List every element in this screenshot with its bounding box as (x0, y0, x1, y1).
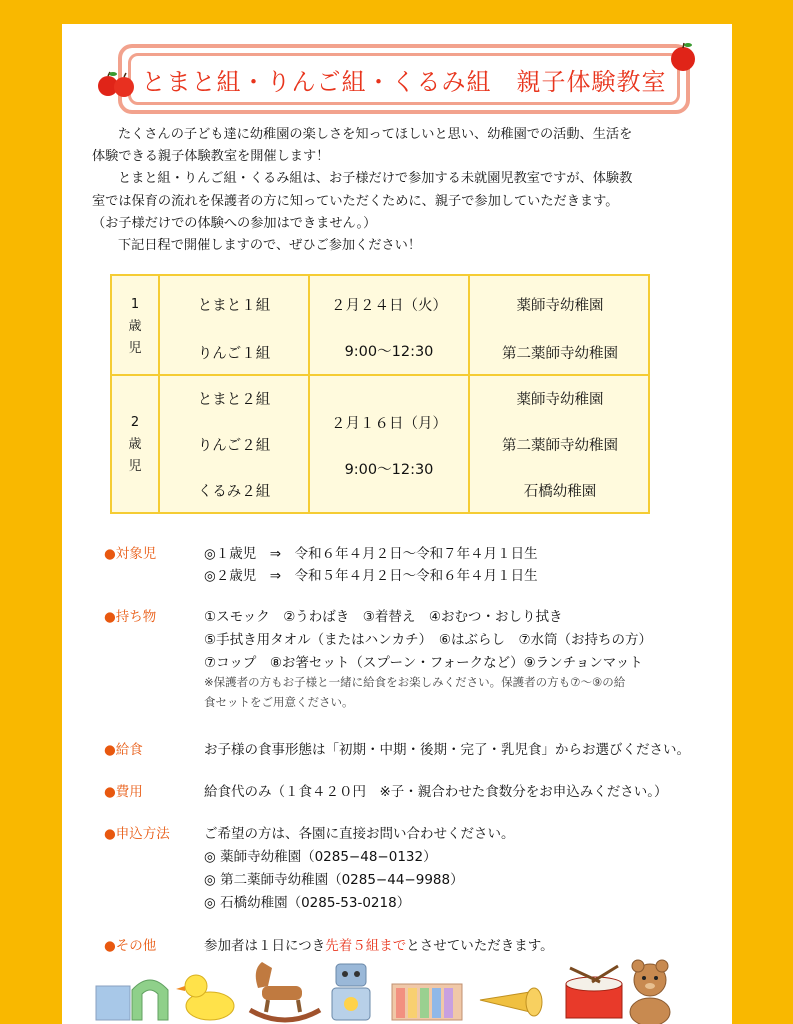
intro-text (92, 124, 712, 257)
drum-icon (566, 966, 622, 1018)
class-name: りんご２組 (197, 438, 271, 454)
fee-label: ●費用 (104, 784, 143, 800)
fee-line: 給食代のみ（１食４２０円 ※子・親合わせた食数分をお申込みください。） (204, 784, 668, 800)
items-note: ※保護者の方もお子様と一緒に給食をお楽しみください。保護者の方も⑦〜⑨の給 (204, 675, 626, 689)
apple-icon (96, 70, 140, 100)
meal-line: お子様の食事形態は「初期・中期・後期・完了・乳児食」からお選びください。 (204, 742, 690, 758)
items-note: 食セットをご用意ください。 (204, 695, 354, 709)
items-line: ①スモック ②うわばき ③着替え ④おむつ・おしり拭き (204, 609, 563, 625)
time: 9:00〜12:30 (344, 462, 434, 478)
apply-label: ●申込方法 (104, 826, 170, 842)
title-banner (128, 53, 680, 105)
venue: 石橋幼稚園 (523, 484, 597, 500)
intro-line: （お子様だけでの体験への参加はできません。） (92, 215, 377, 231)
target-line: ◎１歳児 ⇒ 令和６年４月２日〜令和７年４月１日生 (204, 546, 538, 562)
contact-daini-yakushiji: ◎ 第二薬師寺幼稚園（0285−44−9988） (204, 872, 464, 888)
venue: 薬師寺幼稚園 (516, 392, 604, 408)
venue: 第二薬師寺幼稚園 (502, 438, 618, 454)
intro-line: とまと組・りんご組・くるみ組は、お子様だけで参加する未就園児教室ですが、体験教 (118, 171, 633, 187)
trumpet-icon (480, 988, 542, 1016)
teddy-bear-icon (630, 960, 670, 1024)
venue: 薬師寺幼稚園 (516, 298, 604, 314)
highlight-text: 先着５組まで (325, 938, 407, 954)
items-line: ⑦コップ ⑧お箸セット（スプーン・フォークなど）⑨ランチョンマット (204, 655, 643, 671)
contact-yakushiji: ◎ 薬師寺幼稚園（0285−48−0132） (204, 849, 437, 865)
age-group-2: 2 歳 児 (128, 415, 142, 474)
class-name: くるみ２組 (197, 484, 271, 500)
class-name: りんご１組 (197, 346, 271, 362)
apple-icon (668, 40, 698, 74)
other-label: ●その他 (104, 938, 157, 954)
items-label: ●持ち物 (104, 609, 157, 625)
meal-label: ●給食 (104, 742, 143, 758)
contact-ishibashi: ◎ 石橋幼稚園（0285-53-0218） (204, 895, 411, 911)
intro-line: 室では保育の流れを保護者の方に知っていただくために、親子で参加していただきます。 (92, 193, 619, 209)
other-line: 参加者は１日につき先着５組までとさせていただきます。 (204, 938, 554, 954)
toy-illustrations (0, 950, 793, 1024)
duck-icon (176, 975, 234, 1020)
venue: 第二薬師寺幼稚園 (502, 346, 618, 362)
intro-line: たくさんの子ども達に幼稚園の楽しさを知ってほしいと思い、幼稚園での活動、生活を (118, 127, 633, 142)
intro-line: 体験できる親子体験教室を開催します！ (92, 149, 330, 165)
apply-line: ご希望の方は、各園に直接お問い合わせください。 (204, 826, 515, 842)
target-label: ●対象児 (104, 546, 157, 562)
intro-line: 下記日程で開催しますので、ぜひご参加ください！ (118, 238, 422, 254)
date: ２月２４日（火） (331, 298, 447, 314)
page-title: とまと組・りんご組・くるみ組 親子体験教室 (141, 67, 667, 96)
class-name: とまと２組 (197, 392, 271, 408)
xylophone-icon (392, 984, 462, 1020)
rocking-horse-icon (250, 962, 320, 1020)
schedule-table (110, 274, 650, 514)
age-group-1: 1 歳 児 (128, 297, 142, 356)
class-name: とまと１組 (197, 298, 271, 314)
items-line: ⑤手拭き用タオル（またはハンカチ） ⑥はぶらし ⑦水筒（お持ちの方） (204, 632, 653, 648)
blocks-icon (96, 980, 168, 1020)
target-line: ◎２歳児 ⇒ 令和５年４月２日〜令和６年４月１日生 (204, 568, 538, 584)
robot-icon (332, 964, 370, 1020)
date: ２月１６日（月） (331, 416, 447, 432)
time: 9:00〜12:30 (344, 344, 434, 360)
